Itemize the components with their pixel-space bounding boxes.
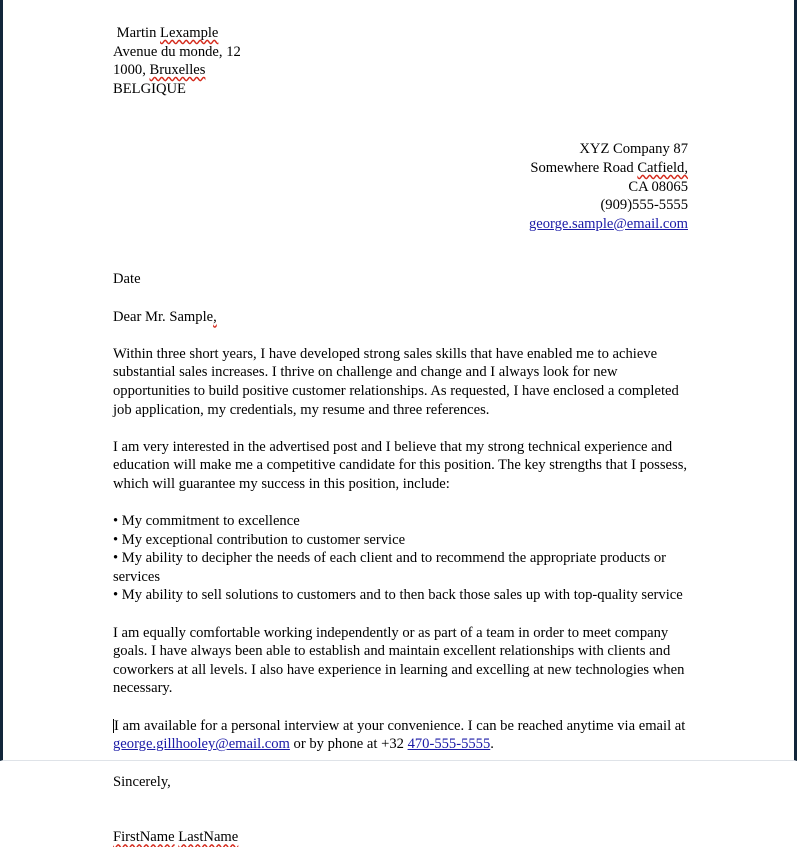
salutation-comma: ,: [213, 308, 217, 325]
recipient-street-line: [113, 159, 688, 178]
bullet-marker-icon: •: [113, 513, 119, 530]
list-item-label: My ability to sell solutions to customers and to then back those sales up with top-quality service: [121, 587, 683, 604]
list-item: [113, 586, 688, 605]
sender-first-name: Martin: [116, 25, 157, 41]
availability-text-middle: or by phone at +32: [289, 736, 408, 753]
recipient-street-city: Catfield,: [637, 159, 688, 176]
closing-salutation: Sincerely,: [113, 773, 171, 790]
sender-last-name: Lexample: [160, 25, 219, 41]
sender-postal-code: 1000,: [113, 62, 150, 79]
recipient-email-link[interactable]: george.sample@email.com: [528, 215, 688, 232]
body-paragraph-availability: [113, 717, 688, 754]
recipient-street: Somewhere Road: [530, 159, 638, 176]
spacer: [113, 326, 688, 345]
spacer: [113, 791, 688, 828]
recipient-city-state-zip: CA 08065: [628, 178, 688, 195]
list-item-label: My commitment to excellence: [121, 513, 300, 530]
list-item: [113, 549, 688, 586]
sender-name-line: [113, 24, 688, 43]
signature-name-line: [113, 828, 688, 847]
bullet-marker-icon: •: [113, 587, 119, 604]
salutation-text: Dear Mr. Sample: [113, 308, 214, 325]
availability-text-end: .: [490, 736, 494, 753]
spacer: [113, 605, 688, 624]
spacer: [113, 233, 688, 270]
body-paragraph-1: Within three short years, I have developed strong sales skills that have enabled me to achieve substantial sales increases. I thrive on challenge and change and I always look for new opportunities to build positive customer relationships. As requested, I have enclosed a completed job application, my credentials, my resume and three references.: [113, 345, 679, 418]
personal-email-link[interactable]: george.gillhooley@email.com: [113, 736, 290, 753]
sender-city: Bruxelles: [149, 62, 206, 79]
phone-number-link[interactable]: 470-555-5555: [407, 736, 491, 753]
recipient-company: XYZ Company 87: [579, 141, 688, 158]
list-item-label: My ability to decipher the needs of each client and to recommend the appropriate products or services: [113, 550, 667, 585]
salutation: [113, 308, 688, 327]
list-item: [113, 512, 688, 531]
sender-city-line: [113, 61, 688, 80]
bullet-marker-icon: •: [113, 531, 119, 548]
date-placeholder: Date: [113, 271, 141, 288]
sender-country: BELGIQUE: [113, 80, 186, 97]
recipient-phone: (909)555-5555: [600, 197, 688, 214]
body-paragraph-2: I am very interested in the advertised post and I believe that my strong technical experience and education will make me a competitive candidate for this position. The key strengths that I possess, which will guarantee my success in this position, include:: [113, 438, 688, 492]
recipient-email-line: [113, 215, 688, 234]
letter-content[interactable]: [113, 24, 688, 847]
spacer: [113, 754, 688, 773]
body-paragraph-3: I am equally comfortable working independently or as part of a team in order to meet company goals. I have always been able to establish and maintain excellent relationships with clients and coworkers at all levels. I also have experience in learning and excelling at new technologies when necessary.: [113, 624, 685, 697]
spacer: [113, 698, 688, 717]
list-item-label: My exceptional contribution to customer service: [121, 531, 406, 548]
spacer: [113, 289, 688, 308]
sender-address-block: [113, 24, 688, 98]
signature-first-name: FirstName: [113, 829, 175, 846]
bullet-marker-icon: •: [113, 550, 119, 567]
signature-last-name: LastName: [178, 829, 239, 846]
list-item: [113, 531, 688, 550]
recipient-address-block: [113, 140, 688, 233]
sender-street: Avenue du monde, 12: [113, 43, 241, 60]
text-cursor-caret: [113, 719, 114, 733]
spacer: [113, 493, 688, 512]
spacer: [113, 419, 688, 438]
availability-text-start: I am available for a personal interview at your convenience. I can be reached anytime via email at: [114, 717, 686, 734]
strengths-bullet-list: [113, 512, 688, 605]
